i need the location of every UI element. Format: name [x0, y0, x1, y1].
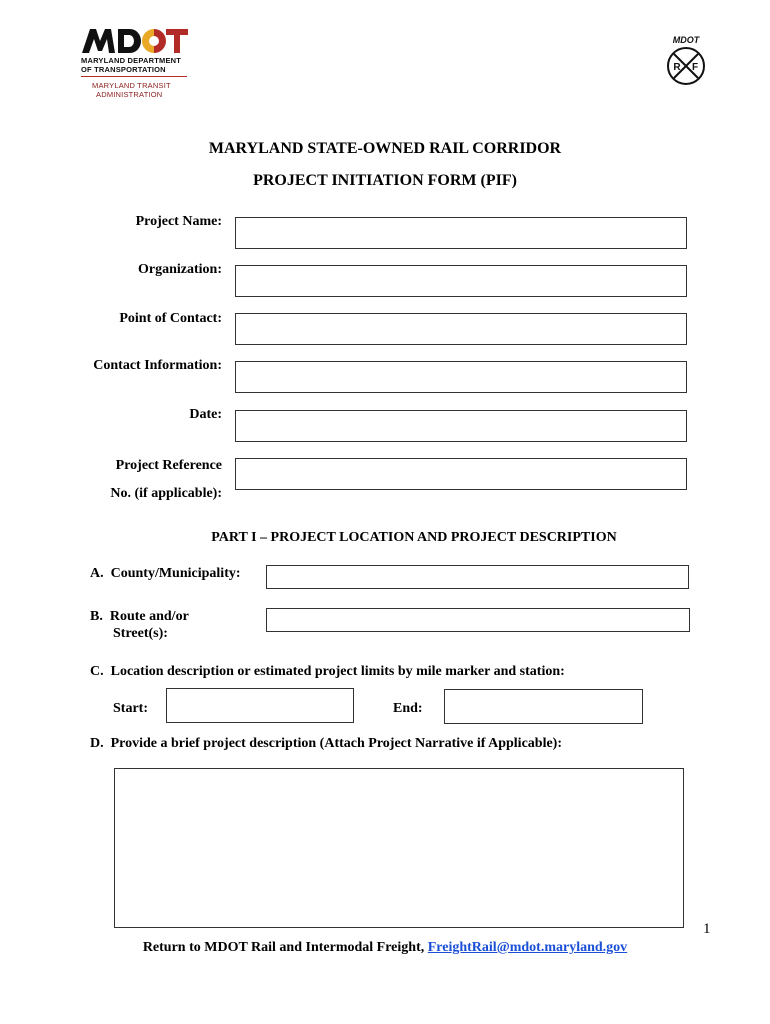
freight-rail-email-link[interactable]: FreightRail@mdot.maryland.gov — [427, 940, 628, 955]
page-number: 1 — [703, 921, 711, 937]
point-of-contact-field[interactable] — [235, 313, 687, 345]
logo-administration-line2: ADMINISTRATION — [96, 90, 163, 99]
county-municipality-field[interactable] — [266, 565, 689, 589]
organization-field[interactable] — [235, 265, 687, 297]
footer — [0, 940, 770, 956]
point-of-contact-label: Point of Contact: — [119, 311, 222, 326]
form-title-line1: MARYLAND STATE-OWNED RAIL CORRIDOR — [208, 140, 562, 157]
route-street-label-line1: B. Route and/or — [90, 609, 189, 624]
contact-information-label: Contact Information: — [93, 358, 222, 373]
date-label: Date: — [189, 407, 222, 422]
project-name-field[interactable] — [235, 217, 687, 249]
organization-label: Organization: — [138, 262, 222, 277]
project-description-label: D. Provide a brief project description (Attach Project Narrative if Applicable): — [90, 736, 563, 751]
footer-text: Return to MDOT Rail and Intermodal Freight, — [142, 940, 428, 955]
mdot-logo-graphic — [80, 27, 190, 55]
contact-information-field[interactable] — [235, 361, 687, 393]
logo-divider — [81, 76, 187, 77]
route-street-label-line2: Street(s): — [113, 626, 168, 641]
logo-department-line1: MARYLAND DEPARTMENT — [81, 56, 182, 65]
svg-text:R: R — [673, 62, 681, 73]
date-field[interactable] — [235, 410, 687, 442]
mdot-logo — [80, 27, 190, 55]
svg-text:F: F — [691, 62, 699, 73]
county-municipality-label: A. County/Municipality: — [90, 566, 241, 581]
rail-freight-badge-icon — [662, 35, 710, 87]
start-label: Start: — [113, 701, 148, 716]
project-reference-label-line2: No. (if applicable): — [110, 486, 222, 501]
location-description-label: C. Location description or estimated project limits by mile marker and station: — [90, 664, 565, 679]
project-name-label: Project Name: — [135, 214, 222, 229]
start-field[interactable] — [166, 688, 354, 723]
part-one-heading: PART I – PROJECT LOCATION AND PROJECT DESCRIPTION — [211, 530, 617, 545]
end-label: End: — [393, 701, 423, 716]
logo-administration-line1: MARYLAND TRANSIT — [92, 81, 171, 90]
project-reference-label-line1: Project Reference — [115, 458, 222, 473]
end-field[interactable] — [444, 689, 643, 724]
route-street-field[interactable] — [266, 608, 690, 632]
svg-text:MDOT: MDOT — [672, 35, 700, 45]
logo-department-line2: OF TRANSPORTATION — [81, 65, 166, 74]
project-reference-field[interactable] — [235, 458, 687, 490]
project-description-field[interactable] — [114, 768, 684, 928]
form-title-line2: PROJECT INITIATION FORM (PIF) — [253, 172, 517, 189]
